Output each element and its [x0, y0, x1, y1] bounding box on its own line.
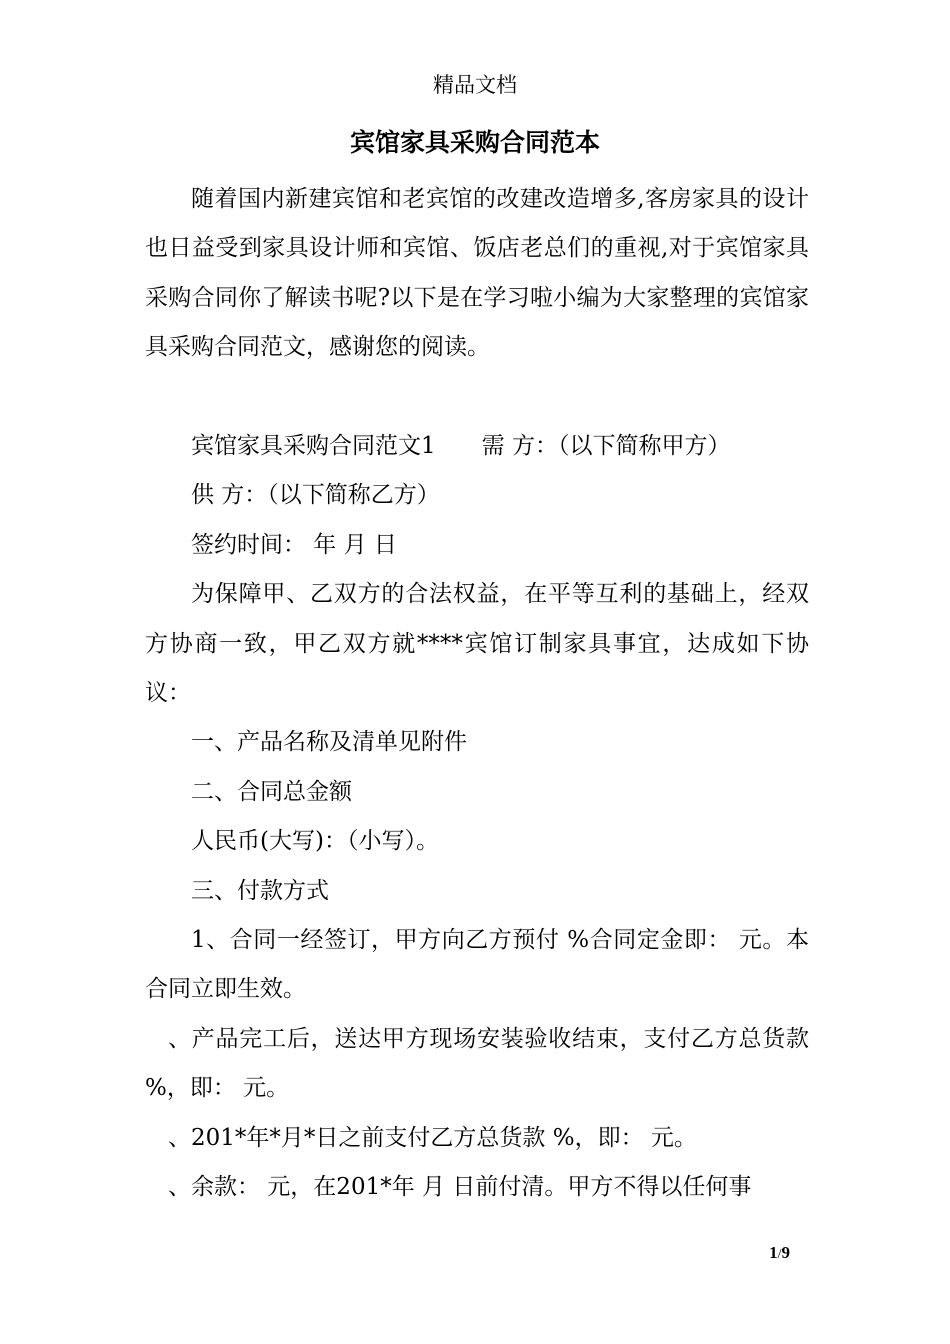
contract-heading-line: 宾馆家具采购合同范文1 需 方：（以下简称甲方） — [191, 433, 731, 460]
page-total: 9 — [781, 1243, 790, 1262]
payment-clause-1: 1、合同一经签订，甲方向乙方预付 %合同定金即： 元。本合同立即生效。 — [145, 927, 809, 1003]
page-number — [690, 1243, 790, 1265]
document-title: 宾馆家具采购合同范本 — [349, 128, 600, 157]
supplier-line: 供 方：（以下简称乙方） — [191, 482, 440, 509]
amount-line: 人民币(大写)：（小写）。 — [191, 828, 439, 855]
blank-line — [145, 373, 809, 422]
payment-clause-3: 、201*年*月*日之前支付乙方总货款 %，即： 元。 — [168, 1124, 697, 1151]
page-separator: / — [777, 1247, 782, 1262]
payment-clause-4: 、余款： 元，在201*年 月 日前付清。甲方不得以任何事 — [168, 1174, 752, 1201]
preamble-paragraph: 为保障甲、乙双方的合法权益，在平等互利的基础上，经双方协商一致，甲乙双方就****宾馆订制家具事宜，达成如下协议： — [145, 581, 809, 707]
payment-clause-2: 、产品完工后，送达甲方现场安装验收结束，支付乙方总货款 %，即： 元。 — [145, 1025, 809, 1102]
page-header: 精品文档 — [433, 73, 517, 97]
document-body — [145, 175, 809, 1213]
page-current: 1 — [769, 1243, 778, 1262]
section-2-heading: 二、合同总金额 — [191, 778, 352, 805]
signing-date-line: 签约时间： 年 月 日 — [191, 531, 397, 558]
section-3-heading: 三、付款方式 — [191, 877, 329, 904]
intro-paragraph: 随着国内新建宾馆和老宾馆的改建改造增多,客房家具的设计也日益受到家具设计师和宾馆、饭店老总们的重视,对于宾馆家具采购合同你了解读书呢?以下是在学习啦小编为大家整理的宾馆家具采购合同范文，感谢您的阅读。 — [145, 186, 809, 361]
section-1-heading: 一、产品名称及清单见附件 — [191, 729, 467, 756]
